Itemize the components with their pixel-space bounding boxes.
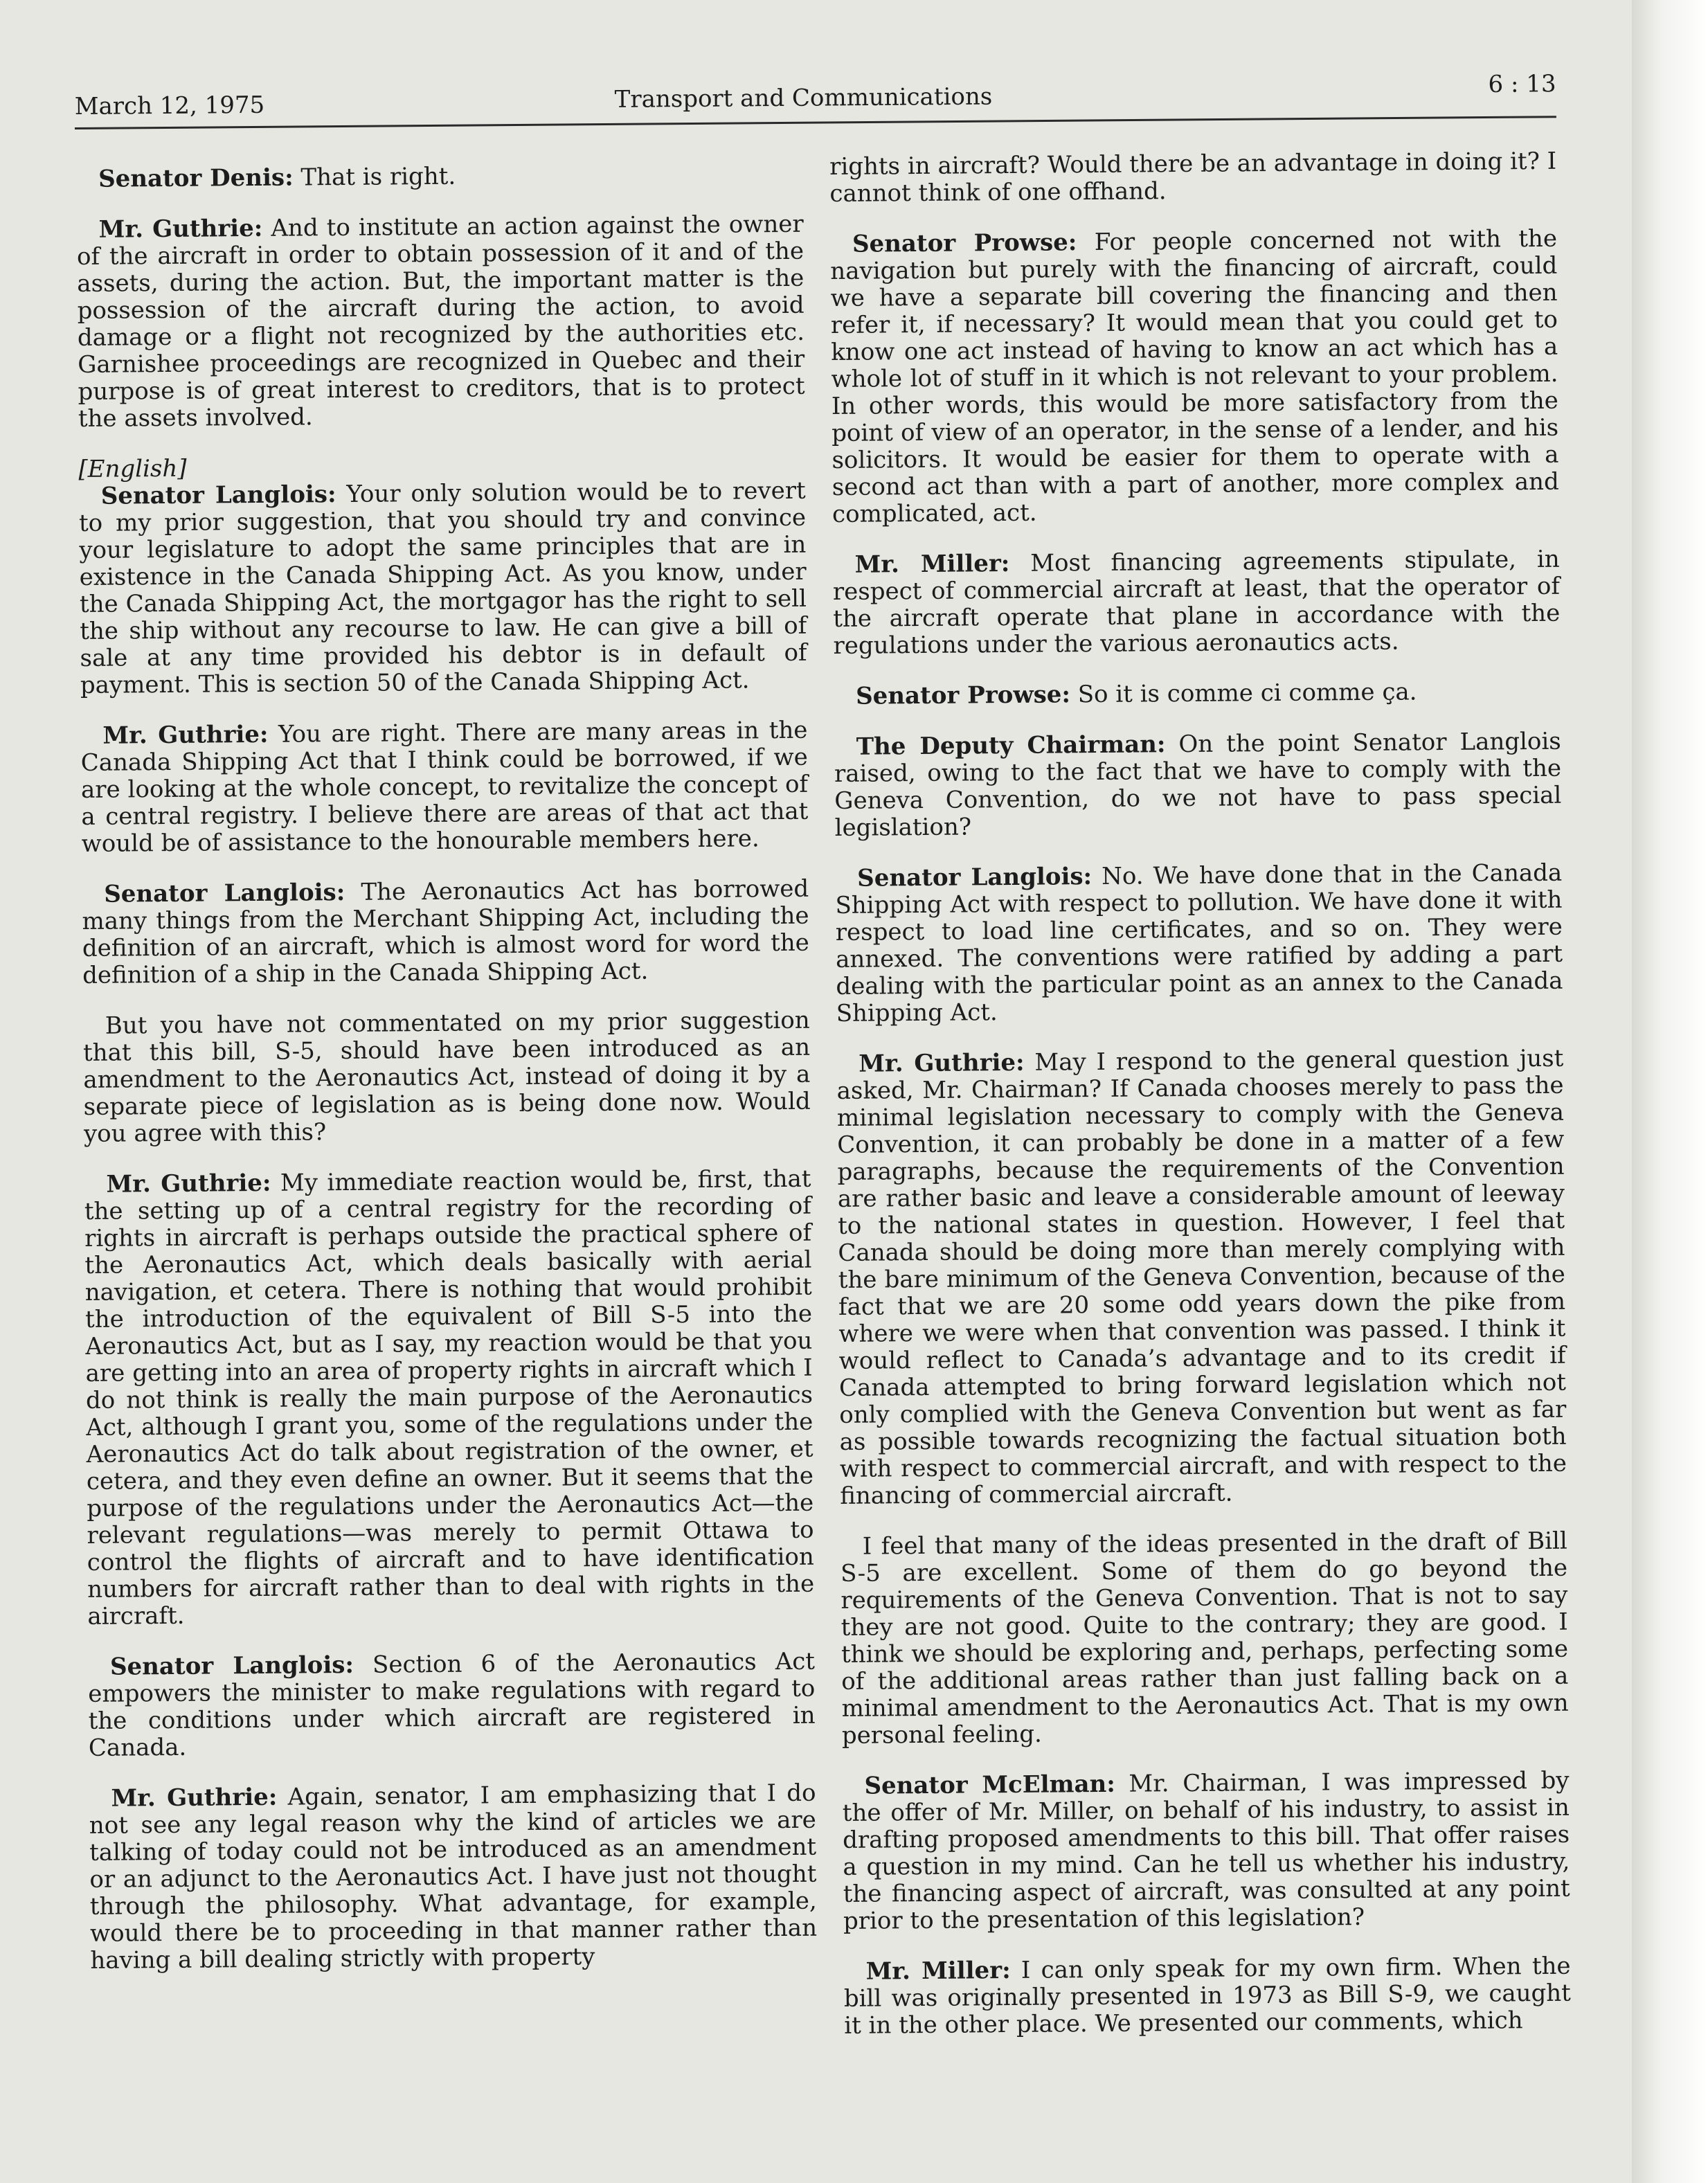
speaker-name: The Deputy Chairman: <box>856 730 1166 761</box>
paragraph-text: You are right. There are many areas in the Canada Shipping Act that I think could be borrowed, if we are looking at the whole concept, to revitalize the concept of a central registry. I believe there are areas of that act that would be of assistance to the honourable members here. <box>80 716 809 858</box>
paragraph <box>843 1953 1571 2040</box>
speaker-name: Mr. Miller: <box>865 1957 1011 1986</box>
paragraph <box>77 211 805 433</box>
page-header <box>74 63 1556 129</box>
speaker-name: Mr. Guthrie: <box>111 1783 278 1813</box>
paragraph <box>840 1528 1569 1750</box>
speaker-name: Mr. Guthrie: <box>106 1169 271 1198</box>
paragraph <box>82 876 809 989</box>
paragraph <box>76 161 803 193</box>
paragraph <box>833 546 1561 660</box>
speaker-name: Mr. Guthrie: <box>102 720 269 750</box>
header-date: March 12, 1975 <box>74 91 265 121</box>
paragraph-text: Mr. Chairman, I was impressed by the offer of Mr. Miller, on behalf of his industry, to assist in drafting proposed amendments to this bill. That offer raises a question in my mind. Can he tell us whether his industry, the financing aspect of aircraft, was consulted at any point prior to the presentation of this legislation? <box>842 1766 1570 1935</box>
paragraph <box>830 226 1559 528</box>
paragraph <box>83 1007 811 1148</box>
paragraph-text: But you have not commentated on my prior suggestion that this bill, S-5, should have been introduced as an amendment to the Aeronautics Act, instead of doing it by a separate piece of legislation as is being done now. Would you agree with this? <box>82 1006 811 1148</box>
paragraph-text: Most financing agreements stipulate, in respect of commercial aircraft at least, that the operator of the aircraft operate that plane in accordance with the regulations under the various aeronautics acts. <box>832 545 1561 660</box>
paragraph <box>834 678 1561 710</box>
paragraph-text: No. We have done that in the Canada Shipping Act with respect to pollution. We have done it with respect to load line certificates, and so on. They were annexed. The conventions were ratified by adding a part dealing with the particular point as an annex to the Canada Shipping Act. <box>835 859 1563 1027</box>
left-column <box>76 161 818 1998</box>
paragraph-text: That is right. <box>293 162 456 192</box>
paragraph <box>79 478 807 699</box>
speaker-name: Senator Prowse: <box>855 681 1071 710</box>
header-page-number: 6 : 13 <box>1488 70 1556 98</box>
paragraph <box>89 1780 817 1975</box>
paragraph-text: Again, senator, I am emphasizing that I do not see any legal reason why the kind of articles we are talking of today could not be introduced as an amendment or an adjunct to the Aeronautics Act. I have just not thought through the philosophy. What advantage, for example, would there be to proceeding in that manner rather than having a bill dealing strictly with property <box>89 1779 818 1975</box>
paragraph-text: May I respond to the general question just asked, Mr. Chairman? If Canada chooses merely to pass the minimal legislation necessary to comply with the Geneva Convention, it can probably be done in a matter of a few paragraphs, because the requirements of the Convention are rather basic and leave a considerable amount of leeway to the national states in question. However, I feel that Canada should be doing more than merely complying with the bare minimum of the Geneva Convention, because of the fact that we are 20 some odd years down the pike from where we were when that convention was passed. I think it would reflect to Canada’s advantage and to its credit if Canada attempted to bring forward legislation which not only complied with the Geneva Convention but went as far as possible towards recognizing the factual situation both with respect to commercial aircraft, and with respect to the financing of commercial aircraft. <box>836 1044 1567 1510</box>
page-edge <box>1632 0 1708 2183</box>
speaker-name: Senator Denis: <box>98 163 294 193</box>
paragraph <box>835 860 1563 1027</box>
speaker-name: Senator Langlois: <box>104 878 345 908</box>
speaker-name: Senator Prowse: <box>852 228 1077 258</box>
speaker-name: Senator Langlois: <box>100 480 336 510</box>
paragraph <box>836 1045 1567 1510</box>
paragraph-text: So it is comme ci comme ça. <box>1070 678 1417 709</box>
header-title: Transport and Communications <box>614 82 993 114</box>
paragraph-continuation <box>829 148 1557 208</box>
speaker-name: Senator Langlois: <box>857 863 1093 892</box>
paragraph-text: I can only speak for my own firm. When the bill was originally presented in 1973 as Bill S-9, we caught it in the other place. We presented our comments, which <box>843 1952 1572 2040</box>
speaker-name: Mr. Guthrie: <box>859 1048 1025 1078</box>
paragraph-text: Section 6 of the Aeronautics Act empowers the minister to make regulations with regard to the conditions under which aircraft are registered in Canada. <box>88 1647 816 1762</box>
language-tag-text: [English] <box>78 454 187 483</box>
paragraph-text: Your only solution would be to revert to my prior suggestion, that you should try and convince your legislature to adopt the same principles that are in existence in the Canada Shipping Act. As you know, under the Canada Shipping Act, the mortgagor has the right to sell the ship without any recourse to law. He can give a bill of sale at any time provided his debtor is in default of payment. This is section 50 of the Canada Shipping Act. <box>78 476 807 699</box>
right-column <box>829 148 1572 2063</box>
paragraph <box>80 717 808 858</box>
paragraph-text: I feel that many of the ideas presented in the draft of Bill S-5 are excellent. Some of them do go beyond the requirements of the Geneva Convention. That is not to say they are not good. Quite to the contrary; they are good. I think we should be exploring and, perhaps, perfecting some of the additional areas rather than just falling back on a minimal amendment to the Aeronautics Act. That is my own personal feeling. <box>840 1527 1569 1750</box>
speaker-name: Senator McElman: <box>864 1770 1116 1800</box>
paragraph-text: rights in aircraft? Would there be an advantage in doing it? I cannot think of one offhand. <box>829 147 1557 208</box>
speaker-name: Senator Langlois: <box>109 1651 354 1681</box>
speaker-name: Mr. Guthrie: <box>98 214 263 244</box>
paragraph <box>842 1768 1570 1935</box>
paragraph <box>834 728 1562 842</box>
paragraph-text: The Aeronautics Act has borrowed many things from the Merchant Shipping Act, including the definition of an aircraft, which is almost word for word the definition of a ship in the Canada Shipping Act. <box>82 874 809 989</box>
paragraph <box>88 1649 816 1762</box>
paragraph <box>84 1166 814 1630</box>
paragraph-text: For people concerned not with the navigation but purely with the financing of aircraft, could we have a separate bill covering the financing and then refer it, if necessary? It would mean that you could get to know one act instead of having to know an act which has a whole lot of stuff in it which is not relevant to your problem. In other words, this would be more satisfactory from the point of view of an operator, in the sense of a lender, and his solicitors. It would be easier for them to operate with a second act than with a part of another, more complex and complicated, act. <box>830 224 1559 528</box>
paragraph-text: My immediate reaction would be, first, that the setting up of a central registry for the recording of rights in aircraft is perhaps outside the practical sphere of the Aeronautics Act, which deals basically with aerial navigation, et cetera. There is nothing that would prohibit the introduction of the equivalent of Bill S-5 into the Aeronautics Act, but as I say, my reaction would be that you are getting into an area of property rights in aircraft which I do not think is really the main purpose of the Aeronautics Act, although I grant you, some of the regulations under the Aeronautics Act do talk about registration of the owner, et cetera, and they even define an owner. But it seems that the purpose of the regulations under the Aeronautics Act—the relevant regulations—was merely to permit Ottawa to control the flights of aircraft and to have identification numbers for aircraft rather than to deal with rights in the aircraft. <box>84 1165 815 1630</box>
speaker-name: Mr. Miller: <box>854 549 1010 579</box>
paragraph-text: And to institute an action against the owner of the aircraft in order to obtain possession of it and of the assets, during the action. But, the important matter is the possession of the aircraft during the action, to avoid damage or a flight not recognized by the authorities etc. Garnishee proceedings are recognized in Quebec and their purpose is of great interest to creditors, that is to protect the assets involved. <box>76 210 805 433</box>
paragraph-text: On the point Senator Langlois raised, owing to the fact that we have to comply with the Geneva Convention, do we not have to pass special legislation? <box>834 727 1562 842</box>
